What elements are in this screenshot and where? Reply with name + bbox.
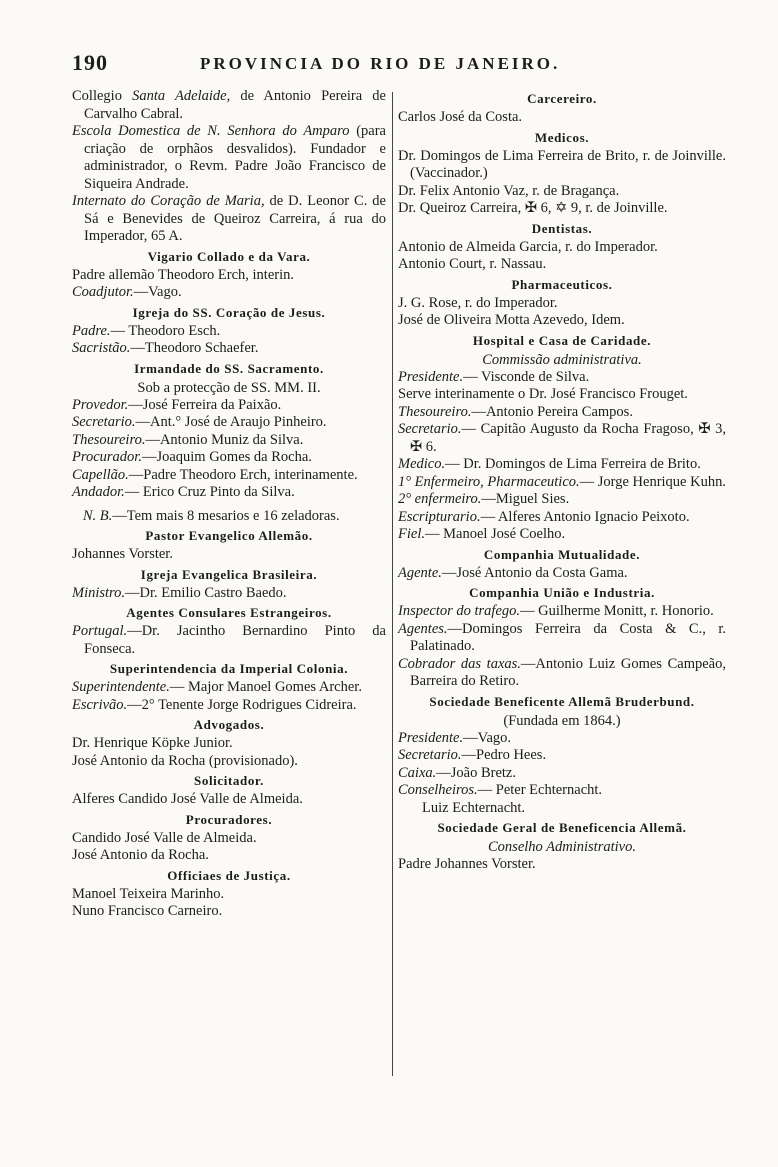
- entry-label: Agente.: [398, 564, 442, 581]
- entry-label: Fiel.: [398, 526, 425, 542]
- entry-line: Nuno Francisco Carneiro.: [72, 903, 223, 919]
- entry-value: —Theodoro Schaefer.: [130, 340, 259, 356]
- section-heading: Companhia Mutualidade.: [483, 546, 641, 562]
- entry-name: Santa Adelaide,: [132, 88, 231, 104]
- left-column: [72, 88, 386, 921]
- entry-line: Antonio Court, r. Nassau.: [398, 256, 547, 272]
- entry-nota-bene: [72, 508, 386, 526]
- entry-label: Superintendente.: [72, 679, 170, 695]
- section-heading: Pharmaceuticos.: [511, 276, 613, 292]
- entry-label: Presidente.: [398, 368, 464, 385]
- entry-medico: [398, 456, 726, 474]
- section-heading: Advogados.: [193, 717, 265, 732]
- entry-line: Luiz Echternacht.: [422, 799, 526, 816]
- entry-label: Presidente.: [398, 729, 464, 746]
- entry-secretario: [398, 747, 726, 765]
- entry-value: — Capitão Augusto da Rocha Fragoso, ✠ 3, ✠ 6.: [410, 421, 726, 455]
- entry-value: —Antonio Luiz Gomes Campeão, Barreira do Retiro.: [410, 655, 726, 689]
- entry-superintendente: [72, 679, 386, 697]
- entry-presidente: [398, 369, 726, 387]
- entry-sacristao: [72, 340, 386, 358]
- page-header: [72, 50, 726, 86]
- page: [72, 50, 726, 1090]
- entry-internato: [72, 193, 386, 246]
- entry-enfermeiro-2: [398, 491, 726, 509]
- entry-lead: Collegio: [72, 88, 122, 104]
- entry-value: —Ant.° José de Araujo Pinheiro.: [135, 414, 327, 430]
- entry-line: Carlos José da Costa.: [398, 109, 523, 125]
- entry-value: —Antonio Muniz da Silva.: [145, 431, 304, 448]
- section-heading: Procuradores.: [185, 811, 273, 827]
- entry-line: Dr. Queiroz Carreira, ✠ 6, ✡ 9, r. de Joinville.: [398, 200, 668, 216]
- entry-label: Provedor.: [72, 396, 129, 413]
- entry-label: Escripturario.: [398, 508, 481, 525]
- entry-portugal: [72, 623, 386, 658]
- entry-agente: [398, 565, 726, 583]
- entry-enfermeiro-1: [398, 474, 726, 492]
- entry-value: —José Ferreira da Paixão.: [128, 396, 282, 413]
- entry-value: —Domingos Ferreira da Costa & C., r. Palatinado.: [410, 620, 726, 654]
- section-heading: Carcereiro.: [527, 91, 597, 106]
- section-heading: Sociedade Beneficente Allemã Bruderbund.: [429, 693, 695, 709]
- entry-value: —João Bretz.: [436, 764, 516, 781]
- entry-label: Portugal.: [72, 623, 128, 639]
- entry-value: — Major Manoel Gomes Archer.: [169, 679, 362, 695]
- section-heading: Hospital e Casa de Caridade.: [472, 332, 652, 348]
- entry-label: Sacristão.: [72, 340, 131, 356]
- entry-value: —Antonio Pereira Campos.: [471, 403, 633, 420]
- entry-escrivao: [72, 697, 386, 715]
- column-divider: [392, 92, 393, 1076]
- entry-line: Dr. Henrique Köpke Junior.: [72, 735, 233, 751]
- entry-value: — Guilherme Monitt, r. Honorio.: [520, 603, 714, 619]
- entry-value: —Pedro Hees.: [461, 747, 547, 763]
- entry-name: Escola Domestica de N. Senhora do Amparo: [72, 123, 350, 139]
- section-heading: Officiaes de Justiça.: [167, 867, 291, 883]
- entry-value: —Vago.: [133, 284, 182, 300]
- entry-value: —Padre Theodoro Erch, interinamente.: [128, 466, 358, 483]
- entry-cobrador: [398, 656, 726, 691]
- entry-line: Antonio de Almeida Garcia, r. do Imperador.: [398, 238, 658, 255]
- section-heading: Medicos.: [534, 129, 590, 145]
- entry-label: Coadjutor.: [72, 284, 134, 300]
- entry-value: — Manoel José Coelho.: [424, 526, 566, 542]
- entry-label: 1° Enfermeiro, Pharmaceutico.: [398, 473, 580, 490]
- entry-value: — Dr. Domingos de Lima Ferreira de Brito.: [445, 456, 701, 472]
- section-heading: Companhia União e Industria.: [469, 585, 655, 600]
- entry-label: N. B.: [82, 507, 113, 524]
- entry-name: Internato do Coração de Maria,: [72, 193, 265, 209]
- entry-label: Secretario.: [72, 414, 136, 430]
- entry-line: Johannes Vorster.: [72, 546, 173, 562]
- entry-value: —Vago.: [463, 729, 512, 746]
- entry-line: Dr. Felix Antonio Vaz, r. de Bragança.: [398, 182, 620, 199]
- entry-text: de Antonio Pereira de Carvalho Cabral.: [84, 88, 386, 122]
- entry-escola: [72, 123, 386, 193]
- entry-label: Agentes.: [398, 620, 448, 637]
- entry-intro: Sob a protecção de SS. MM. II.: [137, 379, 321, 396]
- entry-label: 2° enfermeiro.: [398, 491, 482, 507]
- right-column: [398, 88, 726, 874]
- entry-caixa: [398, 765, 726, 783]
- entry-conselheiros: [398, 782, 726, 800]
- entry-label: Andador.: [72, 484, 125, 500]
- entry-label: Inspector do trafego.: [398, 603, 521, 619]
- entry-line: J. G. Rose, r. do Imperador.: [398, 294, 558, 311]
- entry-presidente: [398, 730, 726, 748]
- section-subheading: Commissão administrativa.: [482, 351, 642, 368]
- entry-line: José Antonio da Rocha (provisionado).: [72, 752, 298, 769]
- entry-line: Manoel Teixeira Marinho.: [72, 885, 225, 902]
- entry-collegio: [72, 88, 386, 123]
- two-column-body: [72, 88, 726, 1088]
- entry-value: — Peter Echternacht.: [477, 782, 603, 798]
- entry-secretario: [72, 414, 386, 432]
- entry-capellao: [72, 467, 386, 485]
- entry-ministro: [72, 585, 386, 603]
- founded-note: (Fundada em 1864.): [503, 712, 621, 729]
- section-heading: Superintendencia da Imperial Colonia.: [109, 661, 349, 676]
- entry-label: Escrivão.: [72, 696, 128, 713]
- entry-text: (para criação de orphãos desvalidos). Fundador e administrador, o Revm. Padre João Francisco de Siqueira Andrade.: [84, 123, 386, 192]
- entry-value: —2° Tenente Jorge Rodrigues Cidreira.: [127, 696, 357, 713]
- section-heading: Sociedade Geral de Beneficencia Allemã.: [437, 820, 687, 835]
- entry-label: Caixa.: [398, 764, 437, 781]
- entry-line: Dr. Domingos de Lima Ferreira de Brito, r. de Joinville. (Vaccinador.): [398, 147, 726, 181]
- page-number: 190: [72, 50, 108, 75]
- section-heading: Vigario Collado e da Vara.: [147, 248, 311, 264]
- section-heading: Solicitador.: [194, 773, 264, 788]
- entry-label: Capellão.: [72, 466, 129, 483]
- entry-value: —José Antonio da Costa Gama.: [441, 564, 628, 581]
- section-heading: Pastor Evangelico Allemão.: [145, 528, 313, 543]
- entry-label: Cobrador das taxas.: [398, 655, 521, 672]
- section-subheading: Conselho Administrativo.: [488, 839, 636, 855]
- entry-label: Secretario.: [398, 421, 462, 437]
- entry-label: Ministro.: [72, 584, 126, 601]
- entry-line: Padre allemão Theodoro Erch, interin.: [72, 266, 294, 283]
- entry-line: José Antonio da Rocha.: [72, 847, 209, 863]
- entry-escripturario: [398, 509, 726, 527]
- entry-thesoureiro: [398, 404, 726, 422]
- entry-value: — Alferes Antonio Ignacio Peixoto.: [480, 508, 690, 525]
- entry-value: —Dr. Emilio Castro Baedo.: [125, 584, 287, 601]
- entry-thesoureiro: [72, 432, 386, 450]
- entry-line: Candido José Valle de Almeida.: [72, 829, 257, 846]
- entry-label: Medico.: [398, 456, 446, 472]
- entry-line: José de Oliveira Motta Azevedo, Idem.: [398, 312, 625, 328]
- entry-provedor: [72, 397, 386, 415]
- entry-label: Procurador.: [72, 449, 142, 465]
- entry-label: Conselheiros.: [398, 782, 478, 798]
- entry-secretario: [398, 421, 726, 456]
- entry-coadjutor: [72, 284, 386, 302]
- entry-line: Serve interinamente o Dr. José Francisco Frouget.: [398, 386, 688, 402]
- section-heading: Dentistas.: [531, 220, 593, 236]
- entry-value: — Erico Cruz Pinto da Silva.: [124, 484, 295, 500]
- section-heading: Agentes Consulares Estrangeiros.: [126, 605, 332, 620]
- entry-label: Secretario.: [398, 747, 462, 763]
- entry-value: —Dr. Jacintho Bernardino Pinto da Fonseca.: [84, 623, 386, 657]
- entry-inspector: [398, 603, 726, 621]
- section-heading: Irmandade do SS. Sacramento.: [134, 360, 324, 376]
- entry-agentes: [398, 621, 726, 656]
- entry-andador: [72, 484, 386, 502]
- entry-value: —Miguel Sies.: [481, 491, 570, 507]
- entry-label: Thesoureiro.: [72, 431, 146, 448]
- running-title: PROVINCIA DO RIO DE JANEIRO.: [200, 54, 561, 73]
- entry-value: — Jorge Henrique Kuhn.: [579, 473, 726, 490]
- entry-value: —Tem mais 8 mesarios e 16 zeladoras.: [112, 507, 340, 524]
- entry-padre: [72, 323, 386, 341]
- entry-value: — Theodoro Esch.: [110, 322, 221, 339]
- section-heading: Igreja Evangelica Brasileira.: [140, 566, 318, 582]
- entry-label: Padre.: [72, 322, 111, 339]
- section-heading: Igreja do SS. Coração de Jesus.: [132, 304, 326, 320]
- entry-value: —Joaquim Gomes da Rocha.: [141, 449, 312, 465]
- entry-fiel: [398, 526, 726, 544]
- entry-value: — Visconde de Silva.: [463, 368, 590, 385]
- entry-line: Padre Johannes Vorster.: [398, 856, 536, 872]
- entry-procurador: [72, 449, 386, 467]
- entry-text: de D. Leonor C. de Sá e Benevides de Queiroz Carreira, á rua do Imperador, 65 A.: [84, 193, 386, 244]
- entry-label: Thesoureiro.: [398, 403, 472, 420]
- entry-line: Alferes Candido José Valle de Almeida.: [72, 791, 303, 807]
